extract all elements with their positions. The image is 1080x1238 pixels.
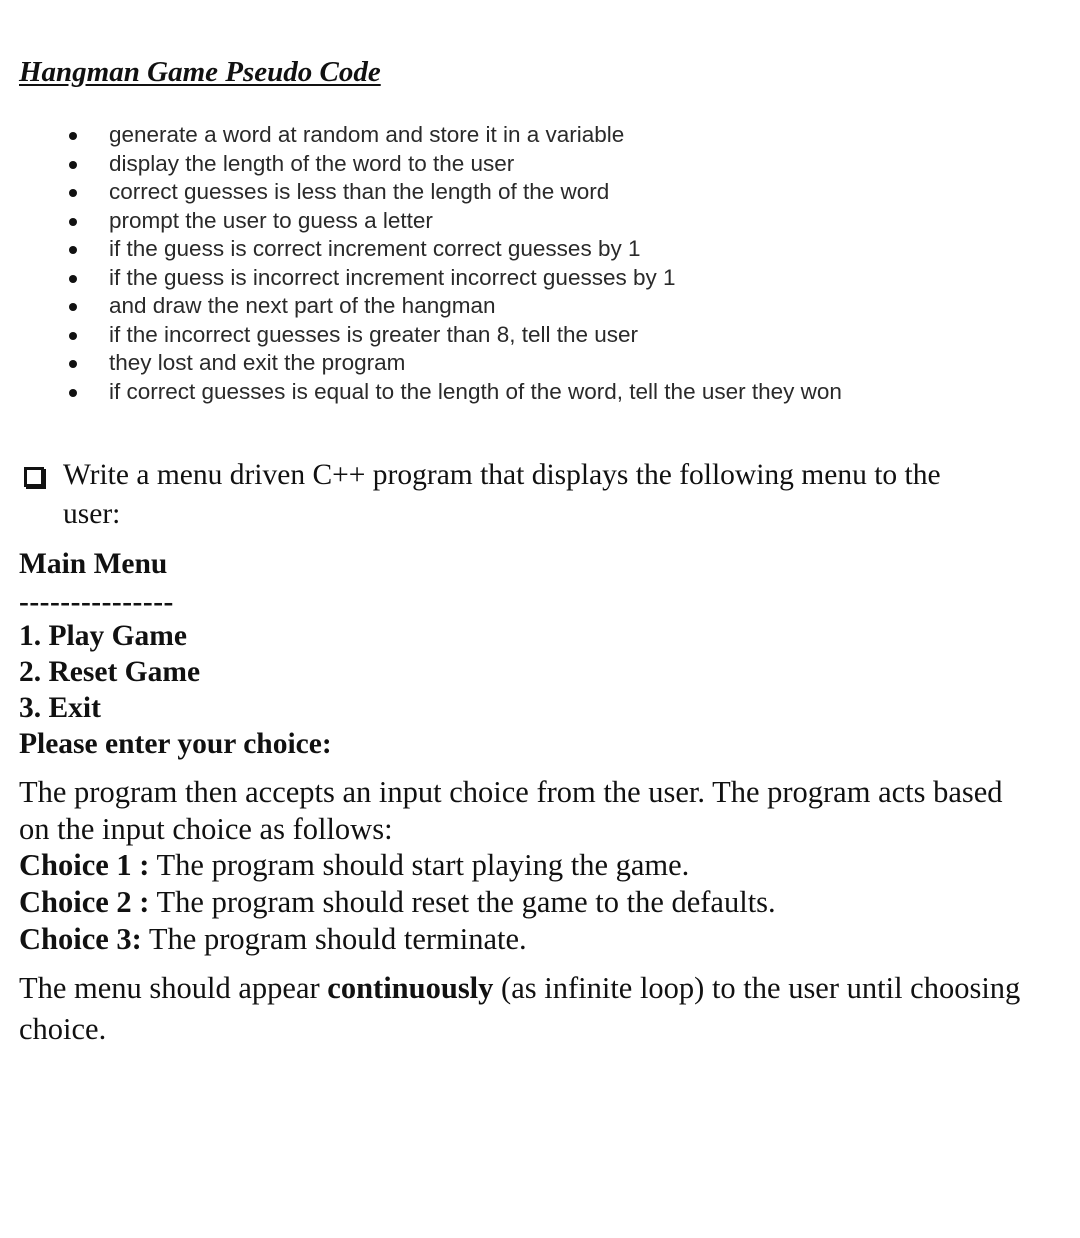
bullet-icon (69, 332, 77, 340)
bullet-icon (69, 360, 77, 368)
checkbox-bullet-icon (24, 467, 44, 487)
bullet-icon (69, 218, 77, 226)
menu-title: Main Menu (19, 548, 168, 580)
final-text-before: The menu should appear (19, 971, 328, 1005)
choice-2-line (19, 885, 776, 920)
bullet-icon (69, 275, 77, 283)
menu-option-reset-game: 2. Reset Game (19, 656, 201, 688)
choice-1-line (19, 848, 689, 883)
menu-option-exit: 3. Exit (19, 692, 101, 724)
bullet-icon (69, 246, 77, 254)
bullet-icon (69, 303, 77, 311)
final-paragraph-line-1 (19, 971, 1020, 1006)
menu-prompt: Please enter your choice: (19, 728, 332, 760)
bullet-icon (69, 189, 77, 197)
choice-2-text: The program should reset the game to the defaults. (149, 885, 776, 919)
choice-1-text: The program should start playing the game. (149, 848, 690, 882)
choice-3-text: The program should terminate. (141, 922, 527, 956)
choice-3-label: Choice 3: (19, 922, 142, 956)
menu-option-play-game: 1. Play Game (19, 620, 187, 652)
bullet-icon (69, 132, 77, 140)
menu-divider: --------------- (19, 586, 174, 618)
final-text-emphasis: continuously (327, 971, 494, 1005)
task-text-line-2: user: (63, 498, 121, 530)
bullet-icon (69, 389, 77, 397)
final-text-after: (as infinite loop) to the user until choosing (493, 971, 1021, 1005)
task-text-line-1: Write a menu driven C++ program that displays the following menu to the (63, 459, 941, 491)
choice-1-label: Choice 1 : (19, 848, 150, 882)
description-line-1: The program then accepts an input choice from the user. The program acts based (19, 775, 1003, 809)
document-title: Hangman Game Pseudo Code (19, 56, 381, 88)
choice-3-line (19, 922, 527, 957)
description-line-2: on the input choice as follows: (19, 812, 393, 846)
bullet-icon (69, 161, 77, 169)
final-paragraph-line-2: choice. (19, 1012, 107, 1046)
choice-2-label: Choice 2 : (19, 885, 150, 919)
